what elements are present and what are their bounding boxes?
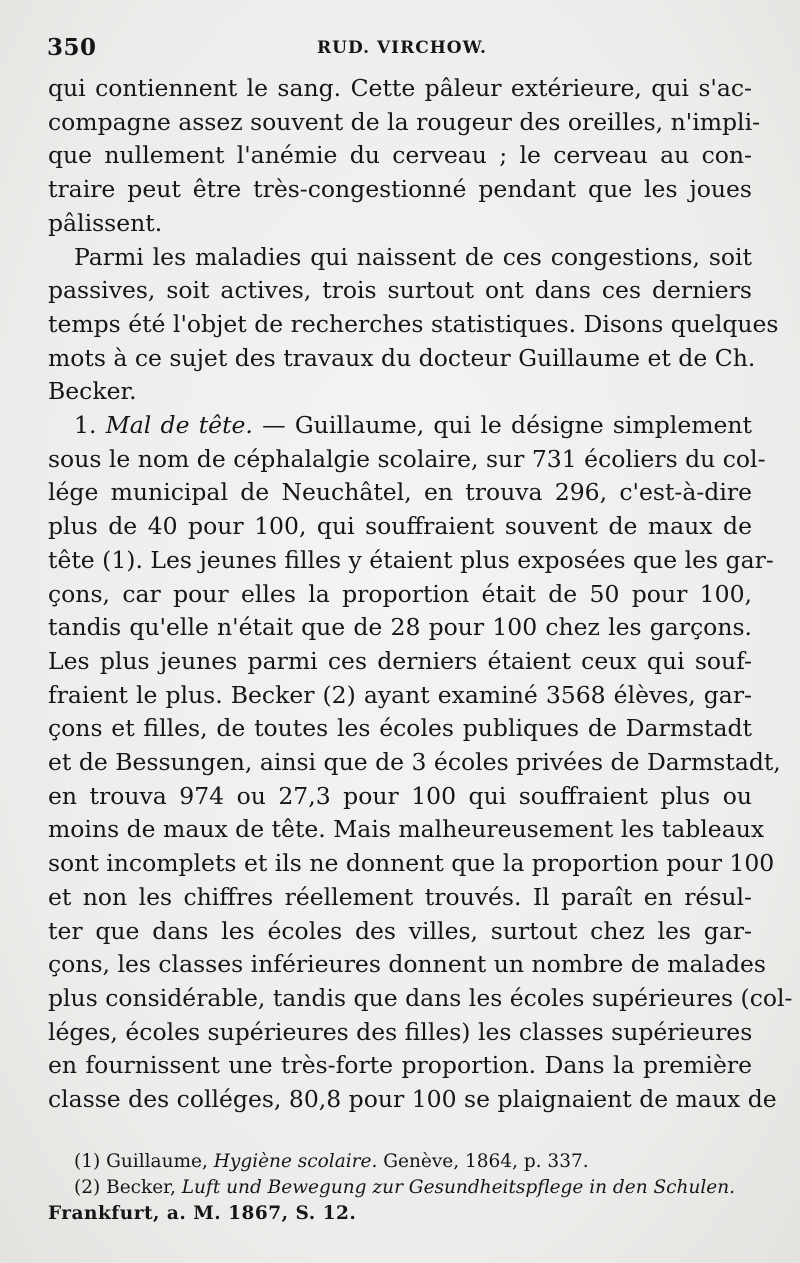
text-line: plus considérable, tandis que dans les écoles supérieures (col-: [48, 983, 793, 1012]
footnote-2-author: Becker,: [106, 1177, 176, 1198]
section-number: 1.: [74, 411, 97, 440]
text-line: çons et filles, de toutes les écoles publiques de Darmstadt: [48, 714, 752, 743]
body-text: [48, 72, 793, 1117]
text-line: que nullement l'anémie du cerveau ; le cerveau au con-: [48, 141, 752, 170]
footnote-2: [48, 1175, 752, 1201]
text-line: qui contiennent le sang. Cette pâleur extérieure, qui s'ac-: [48, 74, 752, 102]
text-line: traire peut être très-congestionné pendant que les joues: [48, 175, 752, 204]
text-line: temps été l'objet de recherches statistiques. Disons quelques: [48, 309, 779, 338]
footnotes: [48, 1149, 752, 1227]
running-title: RUD. VIRCHOW.: [317, 38, 487, 58]
text-line: passives, soit actives, trois surtout ont dans ces derniers: [48, 276, 752, 305]
footnote-1: [48, 1149, 752, 1175]
text-line: plus de 40 pour 100, qui souffraient souvent de maux de: [48, 512, 752, 541]
footnote-2-title: Luft und Bewegung zur Gesundheitspflege in den Schulen.: [181, 1177, 736, 1198]
text-line: sont incomplets et ils ne donnent que la proportion pour 100: [48, 849, 775, 878]
text-line: compagne assez souvent de la rougeur des oreilles, n'impli-: [48, 107, 761, 136]
text-line: et de Bessungen, ainsi que de 3 écoles privées de Darmstadt,: [48, 748, 781, 777]
text-line: mots à ce sujet des travaux du docteur Guillaume et de Ch.: [48, 343, 756, 372]
text-line: Becker.: [48, 377, 137, 406]
text-line: çons, les classes inférieures donnent un nombre de malades: [48, 950, 766, 979]
text-line: classe des colléges, 80,8 pour 100 se plaignaient de maux de: [48, 1085, 777, 1114]
text-line: en fournissent une très-forte proportion. Dans la première: [48, 1051, 752, 1080]
section-first-line: [48, 409, 752, 443]
footnote-2-continuation: Frankfurt, a. M. 1867, S. 12.: [48, 1203, 357, 1224]
section-first-line-text: — Guillaume, qui le désigne simplement: [252, 411, 752, 440]
text-line: Les plus jeunes parmi ces derniers étaient ceux qui souf-: [48, 646, 752, 675]
footnote-2-marker: (2): [74, 1177, 101, 1198]
text-line: sous le nom de céphalalgie scolaire, sur 731 écoliers du col-: [48, 444, 766, 473]
paragraph-continuation: [48, 72, 761, 241]
running-head: [47, 34, 757, 70]
paragraph-maladies: [48, 241, 779, 410]
text-line: pâlissent.: [48, 208, 163, 237]
paragraph-mal-de-tete: [48, 409, 793, 1117]
text-line: fraient le plus. Becker (2) ayant examiné 3568 élèves, gar-: [48, 680, 752, 709]
text-line: ter que dans les écoles des villes, surtout chez les gar-: [48, 916, 752, 945]
text-line: en trouva 974 ou 27,3 pour 100 qui souffraient plus ou: [48, 781, 752, 810]
text-line: tête (1). Les jeunes filles y étaient plus exposées que les gar-: [48, 545, 774, 574]
text-line: moins de maux de tête. Mais malheureusement les tableaux: [48, 815, 765, 844]
footnote-1-author: Guillaume,: [106, 1151, 208, 1172]
text-line: çons, car pour elles la proportion était de 50 pour 100,: [48, 579, 752, 608]
section-heading: Mal de tête.: [105, 411, 253, 440]
text-line: tandis qu'elle n'était que de 28 pour 100 chez les garçons.: [48, 613, 752, 642]
text-line: léges, écoles supérieures des filles) les classes supérieures: [48, 1017, 753, 1046]
page-number: 350: [47, 34, 97, 61]
footnote-1-marker: (1): [74, 1151, 101, 1172]
text-line: lége municipal de Neuchâtel, en trouva 296, c'est-à-dire: [48, 478, 752, 507]
footnote-1-rest: Genève, 1864, p. 337.: [383, 1151, 589, 1172]
footnote-1-title: Hygiène scolaire.: [213, 1151, 378, 1172]
text-line: Parmi les maladies qui naissent de ces congestions, soit: [74, 242, 752, 271]
text-line: et non les chiffres réellement trouvés. Il paraît en résul-: [48, 882, 752, 911]
